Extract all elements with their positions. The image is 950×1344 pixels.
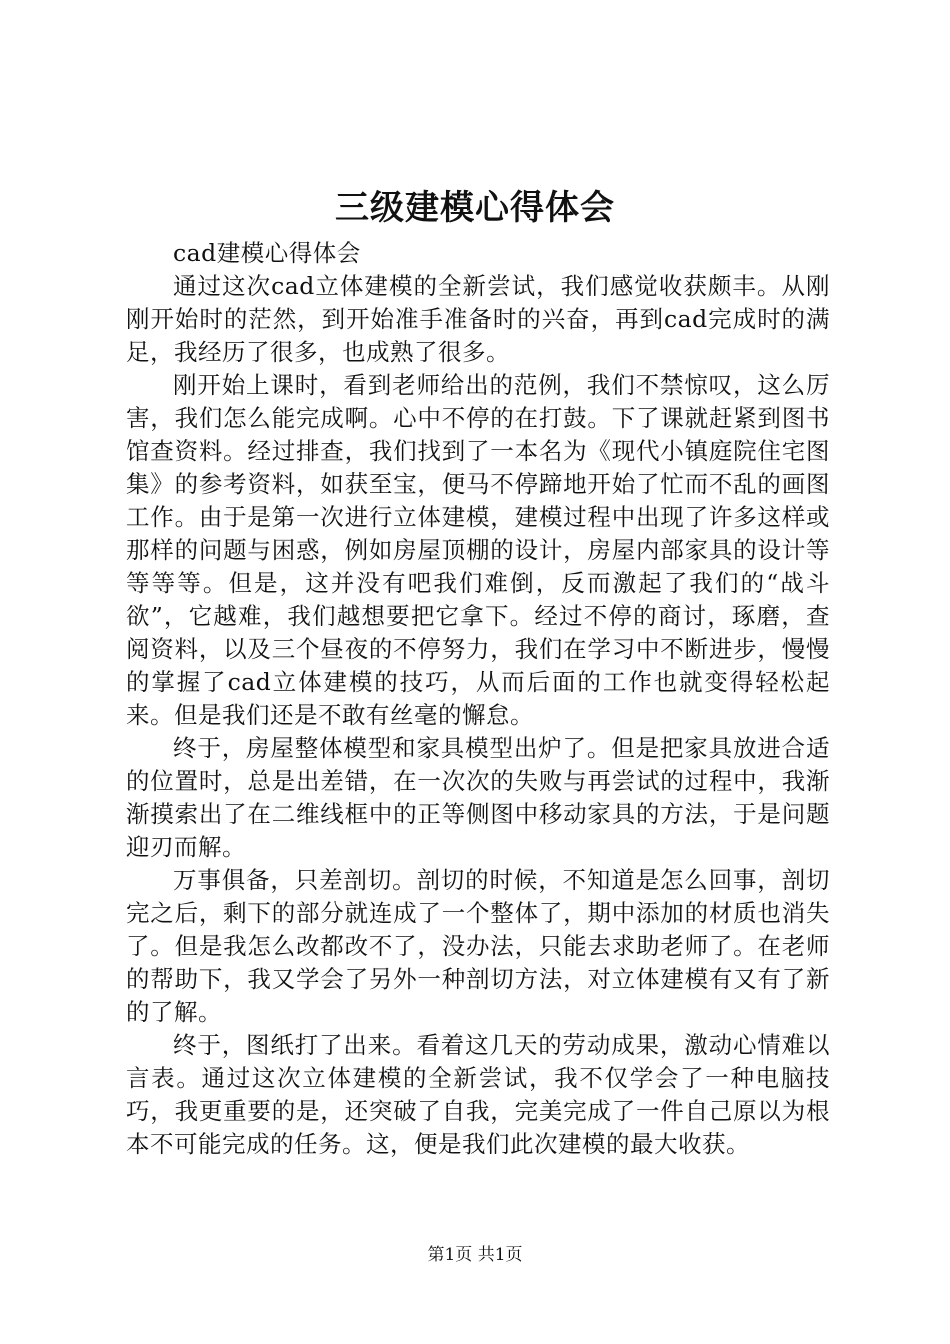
page-footer: 第1页 共1页 [427, 1245, 523, 1265]
paragraph-2: 刚开始上课时，看到老师给出的范例，我们不禁惊叹，这么厉害，我们怎么能完成啊。心中不停的在打鼓。下了课就赶紧到图书馆查资料。经过排查，我们找到了一本名为《现代小镇庭院住宅图集》的参考资料，如获至宝，便马不停蹄地开始了忙而不乱的画图工作。由于是第一次进行立体建模，建模过程中出现了许多这样或那样的问题与困惑，例如房屋顶棚的设计，房屋内部家具的设计等等等等。但是，这并没有吧我们难倒，反而激起了我们的“战斗欲”，它越难，我们越想要把它拿下。经过不停的商讨，琢磨，查阅资料，以及三个昼夜的不停努力，我们在学习中不断进步，慢慢的掌握了cad立体建模的技巧，从而后面的工作也就变得轻松起来。但是我们还是不敢有丝毫的懈怠。 [126, 371, 830, 729]
paragraph-3: 终于，房屋整体模型和家具模型出炉了。但是把家具放进合适的位置时，总是出差错，在一次次的失败与再尝试的过程中，我渐渐摸索出了在二维线框中的正等侧图中移动家具的方法，于是问题迎刃而解。 [126, 734, 830, 861]
paragraph-1: 通过这次cad立体建模的全新尝试，我们感觉收获颇丰。从刚刚开始时的茫然，到开始准手准备时的兴奋，再到cad完成时的满足，我经历了很多，也成熟了很多。 [126, 272, 830, 366]
document-subtitle: cad建模心得体会 [173, 239, 361, 267]
paragraph-4: 万事俱备，只差剖切。剖切的时候，不知道是怎么回事，剖切完之后，剩下的部分就连成了一个整体了，期中添加的材质也消失了。但是我怎么改都改不了，没办法，只能去求助老师了。在老师的帮助下，我又学会了另外一种剖切方法，对立体建模有又有了新的了解。 [126, 866, 830, 1026]
document-body [126, 237, 830, 1161]
paragraph-5: 终于，图纸打了出来。看着这几天的劳动成果，激动心情难以言表。通过这次立体建模的全新尝试，我不仅学会了一种电脑技巧，我更重要的是，还突破了自我，完美完成了一件自己原以为根本不可能完成的任务。这，便是我们此次建模的最大收获。 [126, 1031, 830, 1158]
page-title: 三级建模心得体会 [335, 188, 615, 228]
